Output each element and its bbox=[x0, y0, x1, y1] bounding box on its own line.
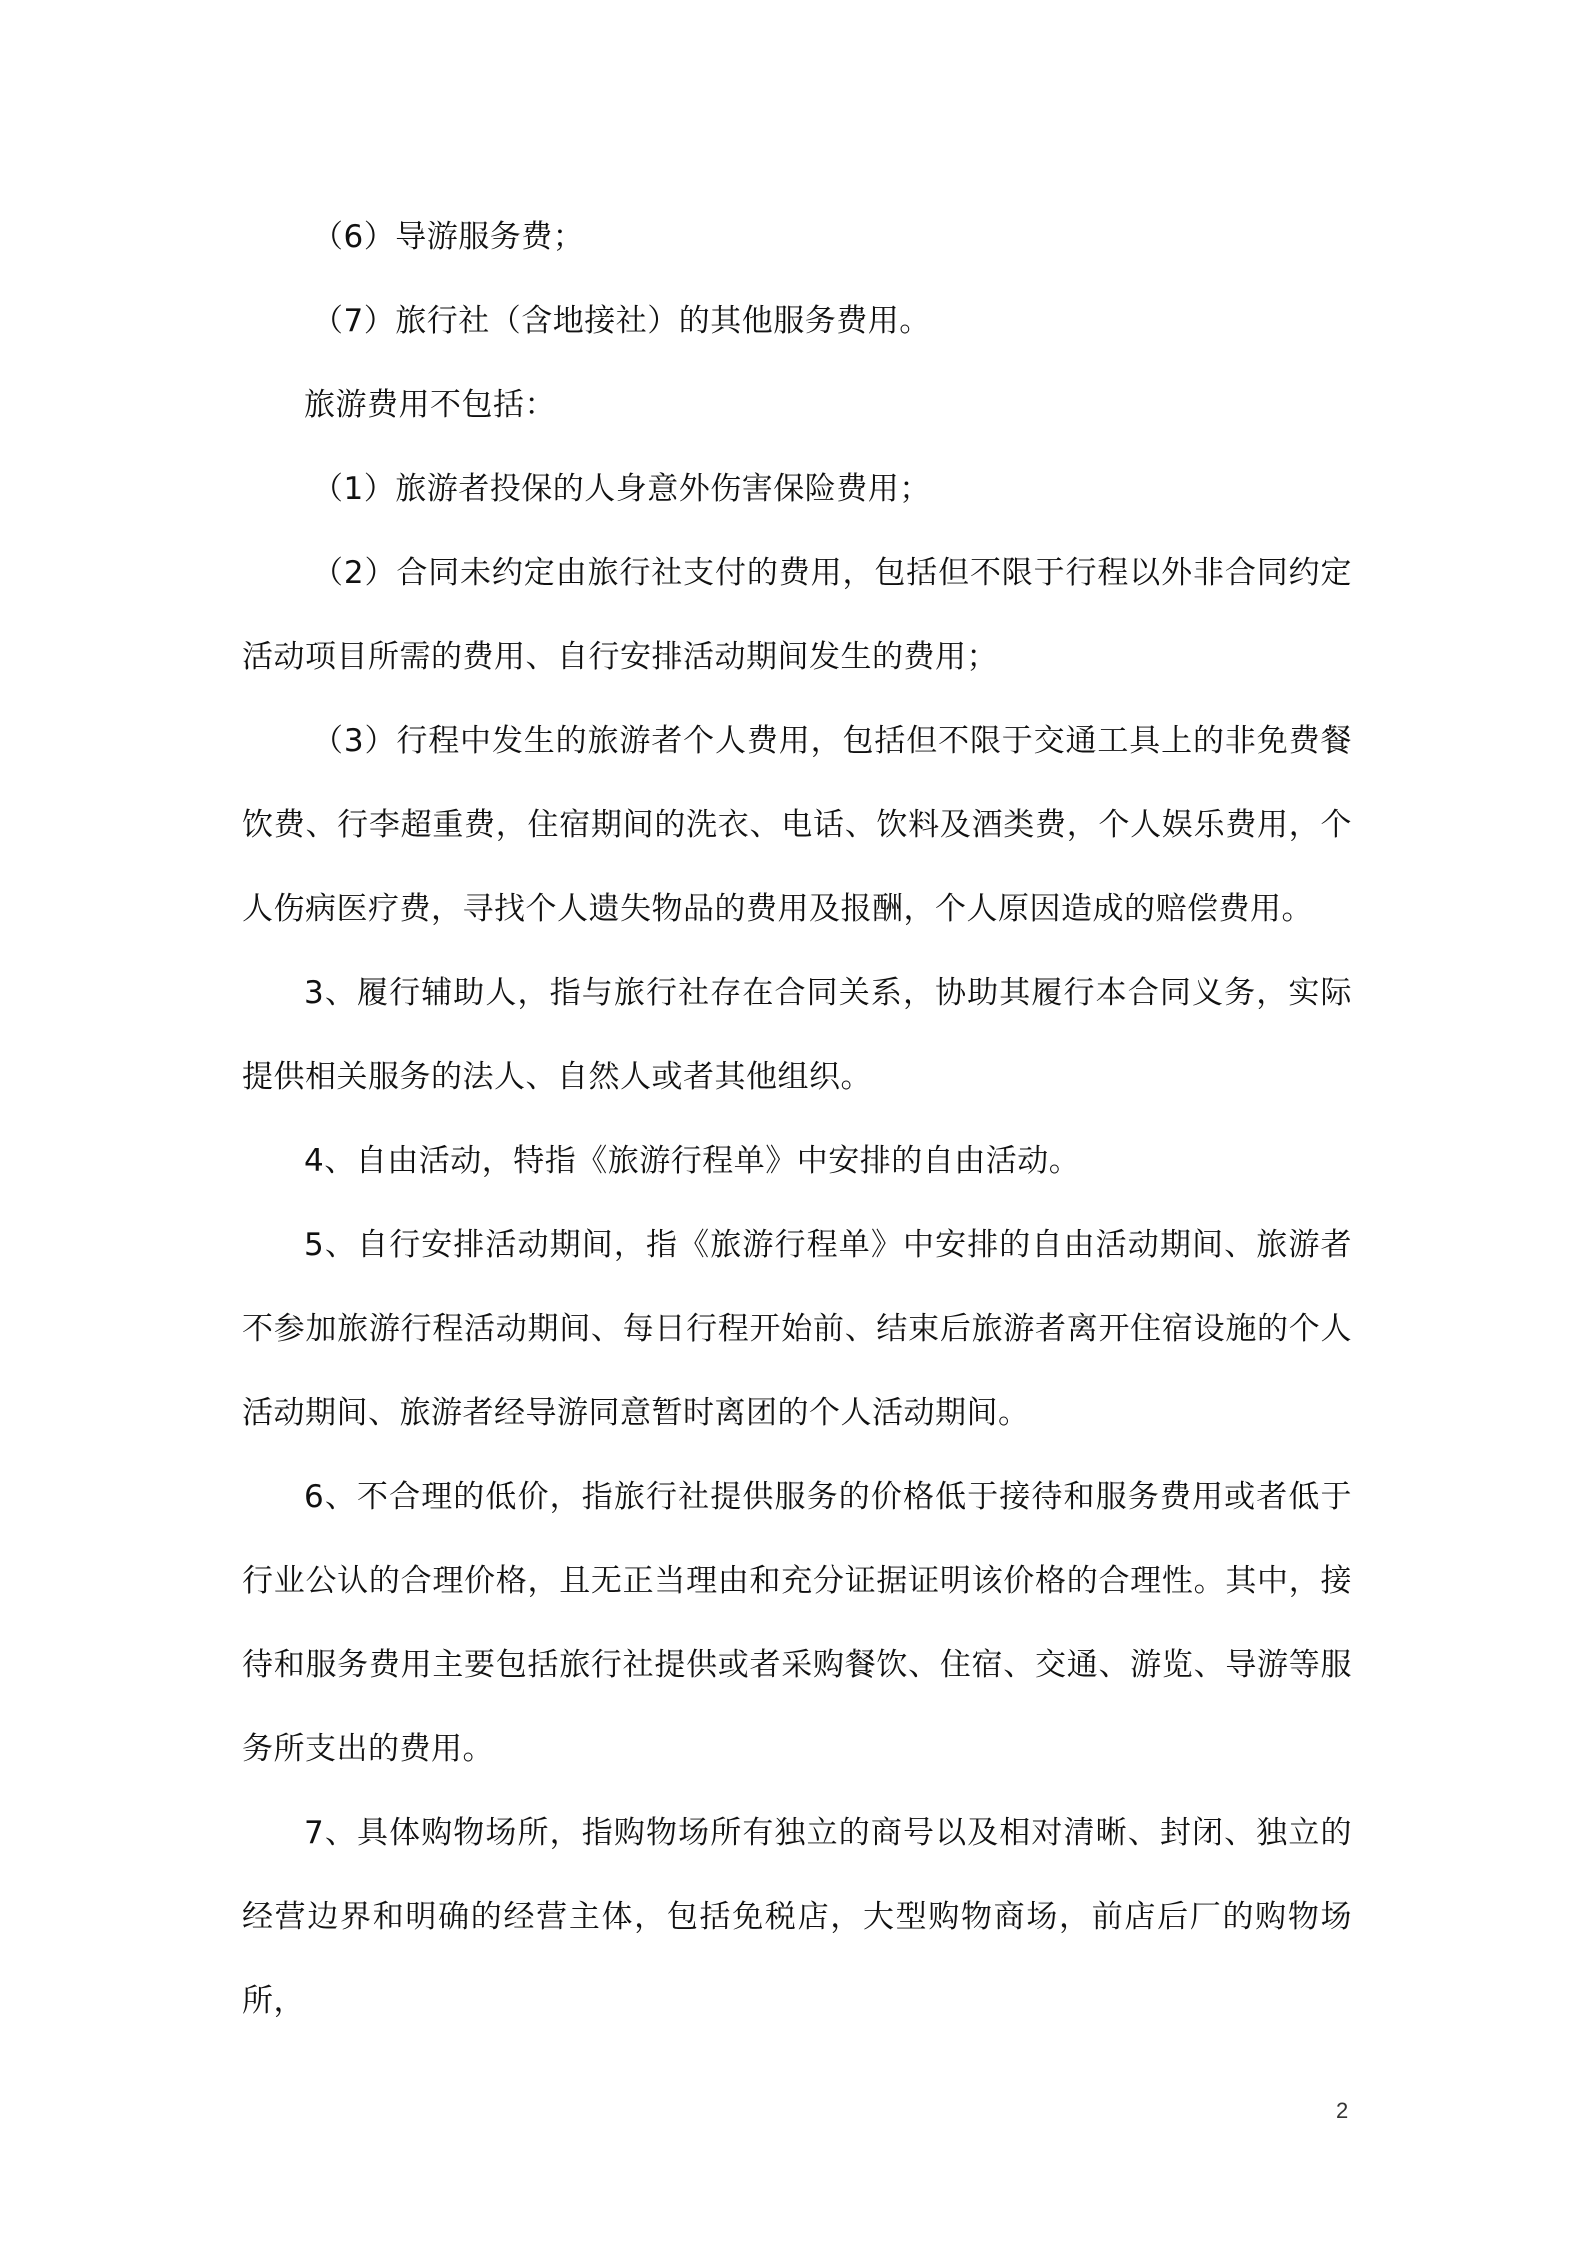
paragraph-definition-3: 3、履行辅助人，指与旅行社存在合同关系，协助其履行本合同义务，实际提供相关服务的法人、自然人或者其他组织。 bbox=[242, 975, 1352, 1095]
paragraph-exclusions-heading: 旅游费用不包括： bbox=[304, 387, 556, 423]
paragraph-exclusion-3: （3）行程中发生的旅游者个人费用，包括但不限于交通工具上的非免费餐饮费、行李超重费，住宿期间的洗衣、电话、饮料及酒类费，个人娱乐费用，个人伤病医疗费，寻找个人遗失物品的费用及报酬，个人原因造成的赔偿费用。 bbox=[242, 723, 1352, 927]
page-number: 2 bbox=[1336, 2098, 1349, 2123]
paragraph-definition-5: 5、自行安排活动期间，指《旅游行程单》中安排的自由活动期间、旅游者不参加旅游行程活动期间、每日行程开始前、结束后旅游者离开住宿设施的个人活动期间、旅游者经导游同意暂时离团的个人活动期间。 bbox=[242, 1227, 1352, 1431]
paragraph-definition-4: 4、自由活动，特指《旅游行程单》中安排的自由活动。 bbox=[304, 1143, 1081, 1179]
paragraph-exclusion-1: （1）旅游者投保的人身意外伤害保险费用； bbox=[312, 471, 931, 507]
paragraph-item-6: （6）导游服务费； bbox=[312, 219, 585, 255]
paragraph-definition-7: 7、具体购物场所，指购物场所有独立的商号以及相对清晰、封闭、独立的经营边界和明确的经营主体，包括免税店，大型购物商场，前店后厂的购物场所， bbox=[242, 1815, 1352, 2019]
document-body bbox=[242, 195, 1352, 2043]
paragraph-item-7: （7）旅行社（含地接社）的其他服务费用。 bbox=[312, 303, 931, 339]
paragraph-definition-6: 6、不合理的低价，指旅行社提供服务的价格低于接待和服务费用或者低于行业公认的合理价格，且无正当理由和充分证据证明该价格的合理性。其中，接待和服务费用主要包括旅行社提供或者采购餐饮、住宿、交通、游览、导游等服务所支出的费用。 bbox=[242, 1479, 1352, 1767]
paragraph-exclusion-2: （2）合同未约定由旅行社支付的费用，包括但不限于行程以外非合同约定活动项目所需的费用、自行安排活动期间发生的费用； bbox=[242, 555, 1352, 675]
